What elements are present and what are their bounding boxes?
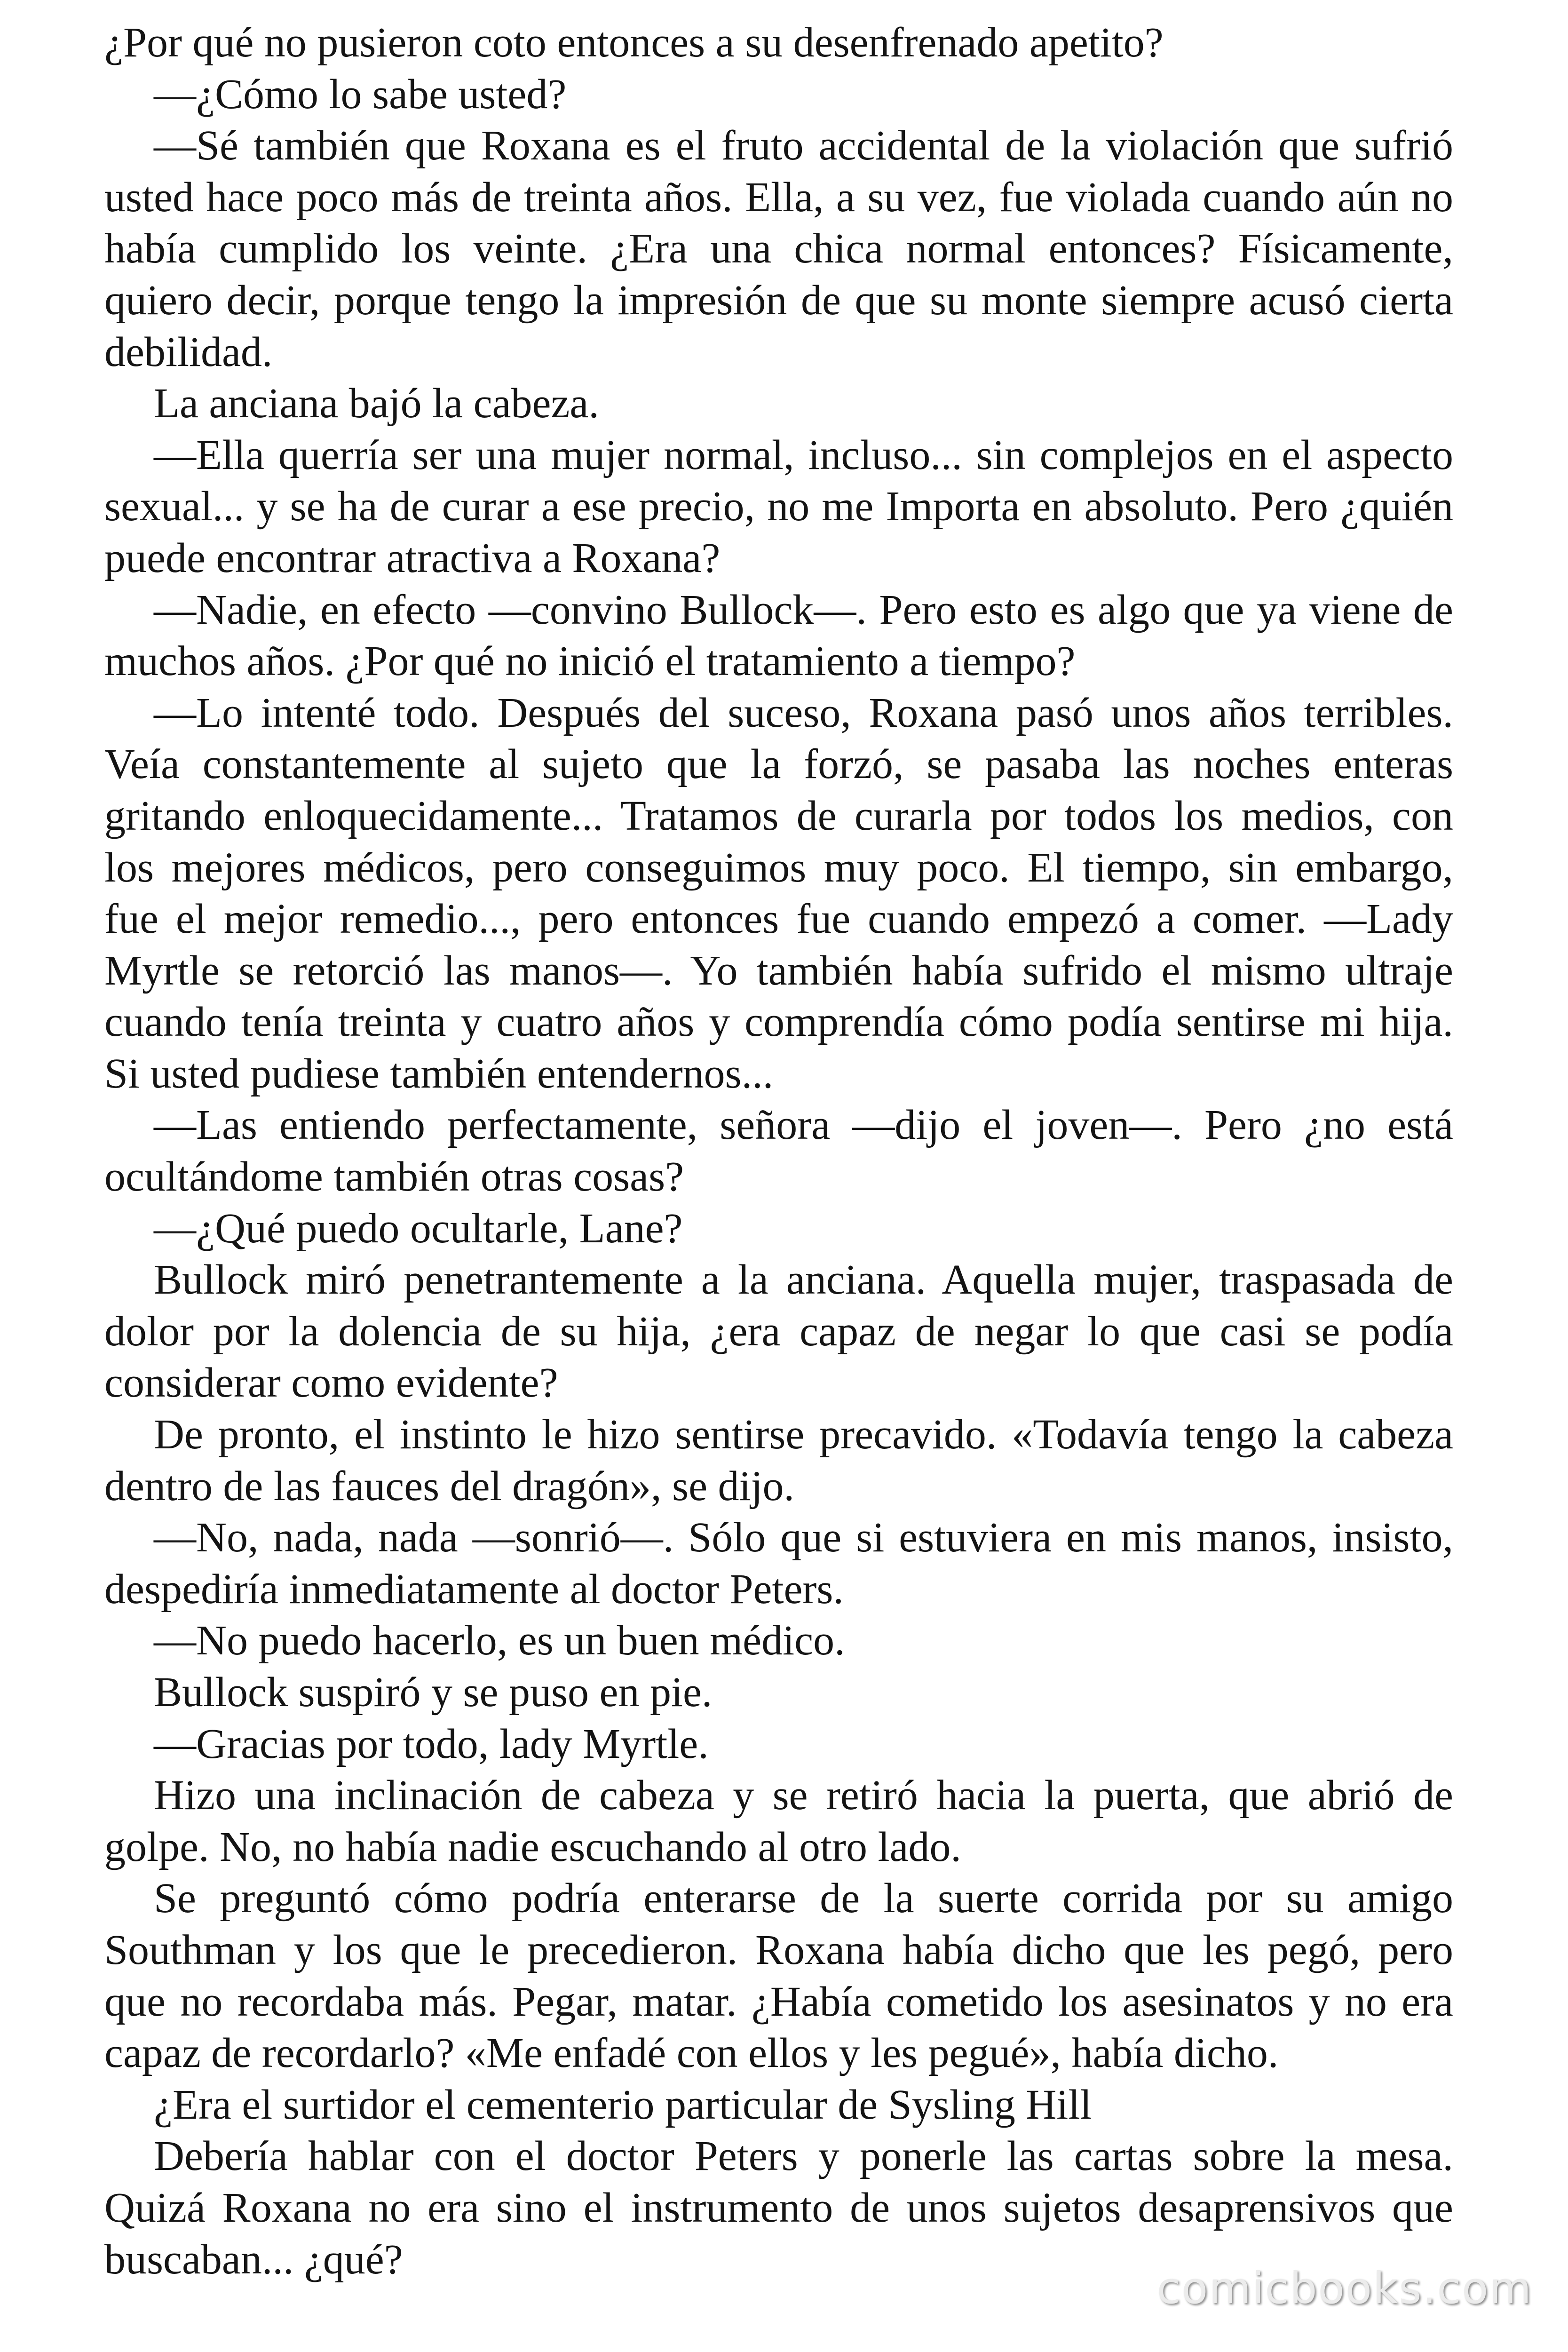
- text-line: Veía constantemente al sujeto que la forzó, se pasaba las noches enteras: [104, 741, 1453, 788]
- paragraph: [104, 584, 1453, 687]
- text-line: usted hace poco más de treinta años. Ella, a su vez, fue violada cuando aún no: [104, 174, 1453, 221]
- text-line: Bullock suspiró y se puso en pie.: [154, 1669, 713, 1716]
- paragraph: [104, 1203, 1453, 1255]
- paragraph: [104, 1770, 1453, 1873]
- text-line: dentro de las fauces del dragón», se dijo.: [104, 1462, 795, 1510]
- text-line: La anciana bajó la cabeza.: [154, 380, 599, 427]
- book-page-text: [104, 17, 1453, 2285]
- paragraph: [104, 1254, 1453, 1409]
- text-line: los mejores médicos, pero conseguimos muy poco. El tiempo, sin embargo,: [104, 844, 1453, 891]
- text-line: Debería hablar con el doctor Peters y ponerle las cartas sobre la mesa.: [154, 2133, 1453, 2180]
- text-line: —No puedo hacerlo, es un buen médico.: [154, 1617, 845, 1664]
- paragraph: [104, 1615, 1453, 1667]
- text-line: Southman y los que le precedieron. Roxana había dicho que les pegó, pero: [104, 1926, 1453, 1973]
- paragraph: [104, 120, 1453, 378]
- text-line: golpe. No, no había nadie escuchando al otro lado.: [104, 1823, 961, 1870]
- text-line: ¿Era el surtidor el cementerio particular de Sysling Hill: [154, 2081, 1092, 2128]
- text-line: fue el mejor remedio..., pero entonces fue cuando empezó a comer. —Lady: [104, 896, 1453, 943]
- paragraph: [104, 1409, 1453, 1512]
- text-line: De pronto, el instinto le hizo sentirse precavido. «Todavía tengo la cabeza: [154, 1411, 1453, 1458]
- text-line: —Ella querría ser una mujer normal, incluso... sin complejos en el aspecto: [154, 431, 1453, 478]
- text-line: debilidad.: [104, 328, 273, 375]
- text-line: —¿Qué puedo ocultarle, Lane?: [154, 1205, 683, 1252]
- text-line: Se preguntó cómo podría enterarse de la suerte corrida por su amigo: [154, 1875, 1453, 1922]
- text-line: —No, nada, nada —sonrió—. Sólo que si estuviera en mis manos, insisto,: [154, 1514, 1453, 1561]
- text-line: —¿Cómo lo sabe usted?: [154, 71, 567, 118]
- text-line: puede encontrar atractiva a Roxana?: [104, 534, 721, 581]
- text-line: Quizá Roxana no era sino el instrumento de unos sujetos desaprensivos que: [104, 2184, 1453, 2231]
- text-line: Bullock miró penetrantemente a la anciana. Aquella mujer, traspasada de: [154, 1256, 1453, 1303]
- text-line: despediría inmediatamente al doctor Peters.: [104, 1565, 844, 1613]
- text-line: —Las entiendo perfectamente, señora —dijo el joven—. Pero ¿no está: [154, 1102, 1453, 1149]
- text-line: dolor por la dolencia de su hija, ¿era capaz de negar lo que casi se podía: [104, 1308, 1453, 1355]
- watermark: comicbooks.com: [1156, 2263, 1532, 2313]
- text-line: Si usted pudiese también entendernos...: [104, 1050, 774, 1097]
- text-line: muchos años. ¿Por qué no inició el tratamiento a tiempo?: [104, 638, 1076, 685]
- text-line: —Nadie, en efecto —convino Bullock—. Pero esto es algo que ya viene de: [154, 586, 1453, 633]
- text-line: Myrtle se retorció las manos—. Yo también había sufrido el mismo ultraje: [104, 947, 1453, 994]
- paragraph: [104, 687, 1453, 1100]
- text-line: cuando tenía treinta y cuatro años y comprendía cómo podía sentirse mi hija.: [104, 999, 1453, 1046]
- text-line: sexual... y se ha de curar a ese precio, no me Importa en absoluto. Pero ¿quién: [104, 483, 1453, 530]
- text-line: —Sé también que Roxana es el fruto accidental de la violación que sufrió: [154, 122, 1453, 169]
- text-line: capaz de recordarlo? «Me enfadé con ellos y les pegué», había dicho.: [104, 2030, 1279, 2077]
- text-line: ¿Por qué no pusieron coto entonces a su desenfrenado apetito?: [104, 19, 1164, 66]
- paragraph: [104, 378, 1453, 429]
- paragraph: [104, 2130, 1453, 2285]
- paragraph: [104, 1873, 1453, 2079]
- paragraph: [104, 1099, 1453, 1202]
- text-line: considerar como evidente?: [104, 1359, 558, 1406]
- text-line: había cumplido los veinte. ¿Era una chica normal entonces? Físicamente,: [104, 225, 1453, 272]
- text-line: que no recordaba más. Pegar, matar. ¿Había cometido los asesinatos y no era: [104, 1978, 1453, 2025]
- text-line: ocultándome también otras cosas?: [104, 1153, 684, 1200]
- text-line: quiero decir, porque tengo la impresión de que su monte siempre acusó cierta: [104, 277, 1453, 324]
- paragraph: [104, 17, 1453, 69]
- text-line: gritando enloquecidamente... Tratamos de curarla por todos los medios, con: [104, 792, 1453, 839]
- paragraph: [104, 1718, 1453, 1770]
- text-line: Hizo una inclinación de cabeza y se retiró hacia la puerta, que abrió de: [154, 1772, 1453, 1819]
- paragraph: [104, 69, 1453, 120]
- paragraph: [104, 1512, 1453, 1615]
- text-line: —Lo intenté todo. Después del suceso, Roxana pasó unos años terribles.: [154, 689, 1453, 736]
- text-line: buscaban... ¿qué?: [104, 2236, 403, 2283]
- paragraph: [104, 1667, 1453, 1718]
- paragraph: [104, 429, 1453, 584]
- paragraph: [104, 2079, 1453, 2131]
- text-line: —Gracias por todo, lady Myrtle.: [154, 1720, 709, 1767]
